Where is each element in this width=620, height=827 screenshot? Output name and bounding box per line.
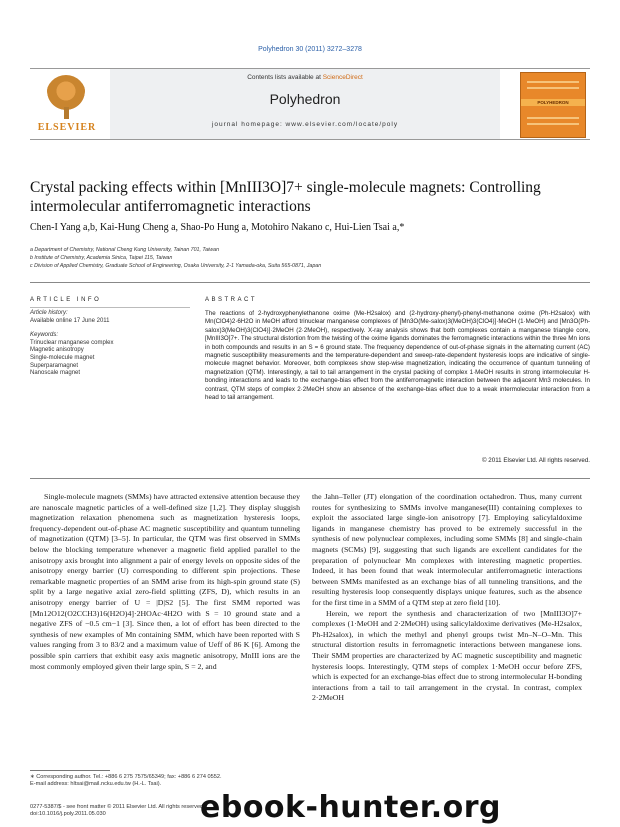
article-title: Crystal packing effects within [MnIII3O]7+ single-molecule magnets: Controlling intermolecular antiferromagnetic interactions [30, 179, 541, 215]
journal-homepage[interactable]: journal homepage: www.elsevier.com/locate/poly [211, 121, 399, 128]
abstract-heading: ABSTRACT [205, 297, 258, 303]
watermark: ebook-hunter.org [200, 790, 501, 825]
header-center-panel [110, 69, 500, 139]
article-info-heading: ARTICLE INFO [30, 297, 102, 303]
body-paragraph: the Jahn–Teller (JT) elongation of the coordination octahedron. Thus, many current routes for synthesizing to SMMs involve manganese(III) containing complexes to exploit the associated large single-ion anisotropy [7]. Employing salicylaldoxime ligands in manganese chemistry has proved to be extremely successful in the synthesis of new polynuclear complexes, including some SMMs [8] and single-chain magnets (SCMs) [9], suggesting that such ligands are excellent candidates for the preparation of polynuclear Mn complexes with interesting magnetic properties. Indeed, it has been found that weak intermolecular antiferromagnetic interactions between SMMs manifested as an exchange bias of all tunneling transitions, and the resulting hysteresis loop consequently displays unique features, such as the absence for the first time in a SMM of a QTM step at zero field [10]. [312, 492, 582, 607]
divider [30, 478, 590, 479]
keyword: Magnetic anisotropy [30, 347, 84, 354]
divider [30, 307, 190, 308]
footnote-divider [30, 770, 110, 771]
journal-cover-image [520, 72, 586, 138]
sciencedirect-link[interactable]: ScienceDirect [322, 74, 363, 81]
body-column-left [30, 492, 300, 672]
journal-header [30, 68, 590, 140]
history-value: Available online 17 June 2011 [30, 317, 110, 324]
history-label: Article history: [30, 310, 68, 316]
affiliation-a: a Department of Chemistry, National Cheng Kung University, Tainan 701, Taiwan [30, 247, 220, 253]
keyword: Single-molecule magnet [30, 354, 95, 361]
email-address[interactable]: E-mail address: hltsai@mail.ncku.edu.tw (H.-L. Tsai). [30, 781, 162, 788]
affiliation-b: b Institute of Chemistry, Academia Sinica, Taipei 115, Taiwan [30, 255, 173, 261]
affiliation-c: c Division of Applied Chemistry, Graduate School of Engineering, Osaka University, 2-1 Yamada-oka, Suita 565-0871, Japan [30, 263, 322, 269]
divider [30, 282, 590, 283]
corresponding-author: ∗ Corresponding author. Tel.: +886 6 275 7575/65349; fax: +886 6 274 0552. [30, 774, 222, 780]
elsevier-logo [36, 73, 98, 135]
body-paragraph: Herein, we report the synthesis and characterization of two [MnIII3O]7+ complexes (1·MeOH and 2·2MeOH) using salicylaldoxime derivatives (Me-H2salox, Ph-H2salox), in which the methyl and phenyl groups twist Mn–N–O–Mn. This structural distortion results in ferromagnetic interactions between manganese ions. Their SMM properties are characterized by AC magnetic susceptibility and magnetic hysteresis loops. Interestingly, QTM steps of complex 1·MeOH occur before ZFS, which is expected for an exchange-bias effect due to strong intermolecular H-bonding interactions from a tail to tail arrangement in the crystal. In contrast, complex 2·2MeOH [312, 608, 582, 703]
keyword: Nanoscale magnet [30, 370, 81, 377]
issn-line: 0277-5387/$ - see front matter © 2011 Elsevier Ltd. All rights reserved. [30, 804, 205, 810]
keyword: Superparamagnet [30, 362, 79, 369]
body-column-right [312, 492, 582, 704]
author-list: Chen-I Yang a,b, Kai-Hung Cheng a, Shao-Po Hung a, Motohiro Nakano c, Hui-Lien Tsai a,* [30, 222, 405, 233]
journal-reference[interactable]: Polyhedron 30 (2011) 3272–3278 [258, 46, 362, 53]
journal-title: Polyhedron [269, 91, 341, 107]
abstract-text: The reactions of 2-hydroxyphenylethanone oxime (Me-H2salox) and (2-hydroxy-phenyl)-phenyl-methanone oxime (Ph-H2salox) with Mn(ClO4)2·6H2O in MeOH afford trinuclear manganese complexes of [Mn3O(Me-salox)3(MeOH)3(ClO4)]·MeOH (1·MeOH) and [Mn3O(Ph-salox)3(MeOH)3(ClO4)]·2MeOH (2·2MeOH), respectively. X-ray analysis shows that both complexes contain a manganese triangle core, [MnIII3O]7+. The structural distortion from the twisting of the oxime ligands dominates the ferromagnetic interactions within the three Mn ions in both compounds and results in an S = 6 ground state. The frequency dependence of out-of-phase signals in the alternating current (AC) magnetic susceptibility measurements and the temperature-dependent and sweep-rate-dependent hysteresis loops are indicative of single-molecule magnet behavior. Moreover, both complexes show step-wise magnetization, indicating the occurrence of quantum tunneling of magnetization (QTM). Interestingly, a tail to tail arrangement in the crystal packing of complex 1·MeOH results in strong intermolecular H-bonding interactions and leads to the exchange-bias effect from the antiferromagnetic interaction between the adjacent Mn3 molecules. In contrast, QTM steps of complex 2·2MeOH show an absence of the exchange-bias effect due to a weak intermolecular interaction from a head to tail arrangement. [205, 310, 590, 402]
body-paragraph: Single-molecule magnets (SMMs) have attracted extensive attention because they are nanoscale magnetic particles of a well-defined size [1,2]. They display sluggish magnetization relaxation phenomena such as magnetization hysteresis loops, frequency-dependent out-of-phase AC magnetic susceptibility and quantum tunneling of magnetization (QTM) [3–5]. In particular, the QTM was first observed in SMMs below the blocking temperature whenever a magnetic field applied parallel to the anisotropy axis brought into alignment a pair of energy levels on opposite sides of the anisotropy energy barrier (U) corresponding to different spin projections. These remarkable magnetic properties of an SMM arise from its high-spin ground state (S) split by a large negative axial zero-field splitting (ZFS, D), which results in an anisotropy energy barrier of U = |D|S2 [5]. The first SMM reported was [Mn12O12(O2CCH3)16(H2O)4]·2HOAc·4H2O with S = 10 ground state and a negative ZFS of −0.5 cm−1 [3]. Since then, a lot of effort has been directed to the synthesis of new examples of Mn containing SMM, which have been reported with S values ranging from 3 to 83/2 and a maximum value of Ueff of 86 K [6]. Among the possible spin carriers that exhibit easy axis magnetic anisotropy, MnIII ions are the most commonly employed given their large spin, S = 2, and [30, 492, 300, 671]
keywords-label: Keywords: [30, 332, 59, 339]
contents-line: Contents lists available at ScienceDirect [247, 74, 363, 81]
footnote [30, 774, 300, 788]
cover-title: POLYHEDRON [521, 99, 585, 106]
doi-link[interactable]: doi:10.1016/j.poly.2011.05.030 [30, 811, 106, 818]
article-info [30, 310, 190, 378]
copyright: © 2011 Elsevier Ltd. All rights reserved. [482, 457, 590, 464]
keyword: Trinuclear manganese complex [30, 339, 114, 346]
publisher-wordmark: ELSEVIER [37, 122, 97, 133]
